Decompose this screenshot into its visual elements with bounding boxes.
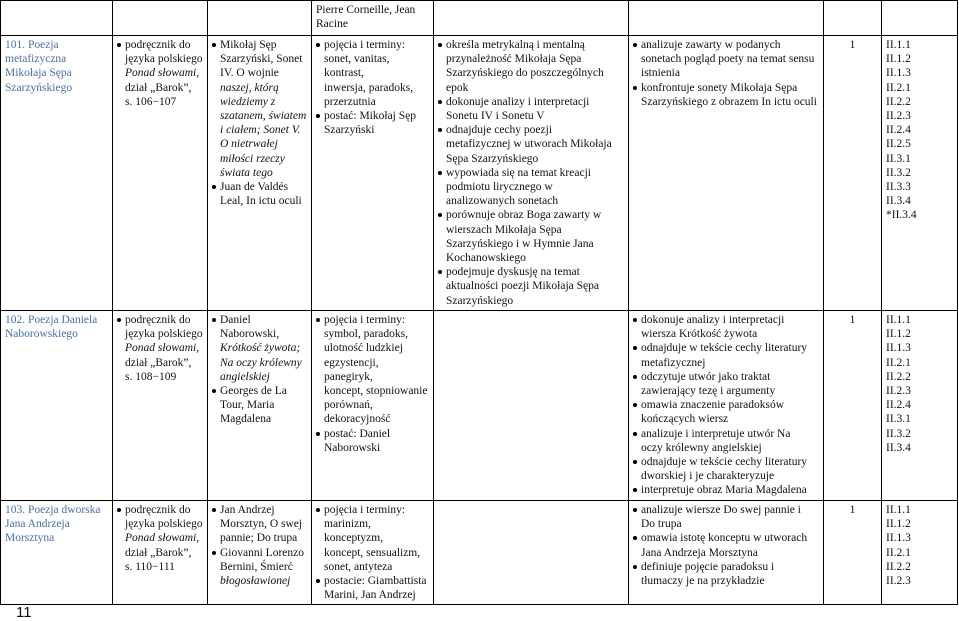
basic-requirements-cell [434,311,629,501]
lesson-title: 102. Poezja Daniela Naborowskiego [1,311,113,501]
textbook-cell: podręcznik do języka polskiego Ponad słowami, dział „Barok”, s. 108−109 [113,311,208,501]
basic-requirements-cell [434,501,629,605]
table-row [1,501,958,605]
texts-cell: Jan Andrzej Morsztyn, O swej pannie; Do trupa Giovanni Lorenzo Bernini, Śmierć błogosławionej [208,501,312,605]
hours-cell: 1 [824,36,882,311]
lesson-title: 101. Poezja metafizyczna Mikołaja Sępa Szarzyńskiego [1,36,113,311]
extended-requirements-cell: analizuje zawarty w podanych sonetach pogląd poety na temat sensu istnienia konfrontuje sonety Mikołaja Sępa Szarzyńskiego z obrazem In ictu oculi [629,36,824,311]
table-row [1,311,958,501]
requirements-codes: II.1.1 II.1.2 II.1.3 II.2.1 II.2.2 II.2.3 II.2.4 II.2.5 II.3.1 II.3.2 II.3.3 II.3.4 *II.3.4 [882,36,958,311]
extended-requirements-cell: dokonuje analizy i interpretacji wiersza Krótkość żywota odnajduje w tekście cechy literatury metafizycznej odczytuje utwór jako traktat zawierający tezę i argumenty omawia znaczenie paradoksów kończących wiersz analizuje i interpretuje utwór Na oczy królewny angielskiej odnajduje w tekście cechy literatury dworskiej i je charakteryzuje interpretuje obraz Maria Magdalena [629,311,824,501]
header-row [1,1,958,36]
table-row [1,36,958,311]
texts-cell: Daniel Naborowski, Krótkość żywota; Na oczy królewny angielskiej Georges de La Tour, Maria Magdalena [208,311,312,501]
lesson-title: 103. Poezja dworska Jana Andrzeja Morsztyna [1,501,113,605]
texts-cell: Mikołaj Sęp Szarzyński, Sonet IV. O wojnie naszej, którą wiedziemy z szatanem, światem i ciałem; Sonet V. O nietrwałej miłości rzeczy świata tego Juan de Valdés Leal, In ictu oculi [208,36,312,311]
concepts-cell: pojęcia i terminy: sonet, vanitas, kontrast, inwersja, paradoks, przerzutnia postać: Mikołaj Sęp Szarzyński [312,36,434,311]
concepts-cell: pojęcia i terminy: marinizm, konceptyzm, koncept, sensualizm, sonet, antyteza postacie: Giambattista Marini, Jan Andrzej [312,501,434,605]
hours-cell: 1 [824,311,882,501]
hours-cell: 1 [824,501,882,605]
page-number: 11 [16,604,32,621]
basic-requirements-cell: określa metrykalną i mentalną przynależność Mikołaja Sępa Szarzyńskiego do poszczególnych epok dokonuje analizy i interpretacji Sonetu IV i Sonetu V odnajduje cechy poezji metafizycznej w utworach Mikołaja Sępa Szarzyńskiego wypowiada się na temat kreacji podmiotu lirycznego w analizowanych sonetach porównuje obraz Boga zawarty w wierszach Mikołaja Sępa Szarzyńskiego i w Hymnie Jana Kochanowskiego podejmuje dyskusję na temat aktualności poezji Mikołaja Sępa Szarzyńskiego [434,36,629,311]
requirements-codes: II.1.1 II.1.2 II.1.3 II.2.1 II.2.2 II.2.3 [882,501,958,605]
header-cell: Pierre Corneille, Jean Racine [312,1,434,36]
concepts-cell: pojęcia i terminy: symbol, paradoks, ulotność ludzkiej egzystencji, panegiryk, koncept, stopniowanie porównań, dekoracyjność postać: Daniel Naborowski [312,311,434,501]
textbook-cell: podręcznik do języka polskiego Ponad słowami, dział „Barok”, s. 110−111 [113,501,208,605]
requirements-codes: II.1.1 II.1.2 II.1.3 II.2.1 II.2.2 II.2.3 II.2.4 II.3.1 II.3.2 II.3.4 [882,311,958,501]
extended-requirements-cell: analizuje wiersze Do swej pannie i Do trupa omawia istotę konceptu w utworach Jana Andrzeja Morsztyna definiuje pojęcie paradoksu i tłumaczy je na przykładzie [629,501,824,605]
textbook-cell: podręcznik do języka polskiego Ponad słowami, dział „Barok”, s. 106−107 [113,36,208,311]
